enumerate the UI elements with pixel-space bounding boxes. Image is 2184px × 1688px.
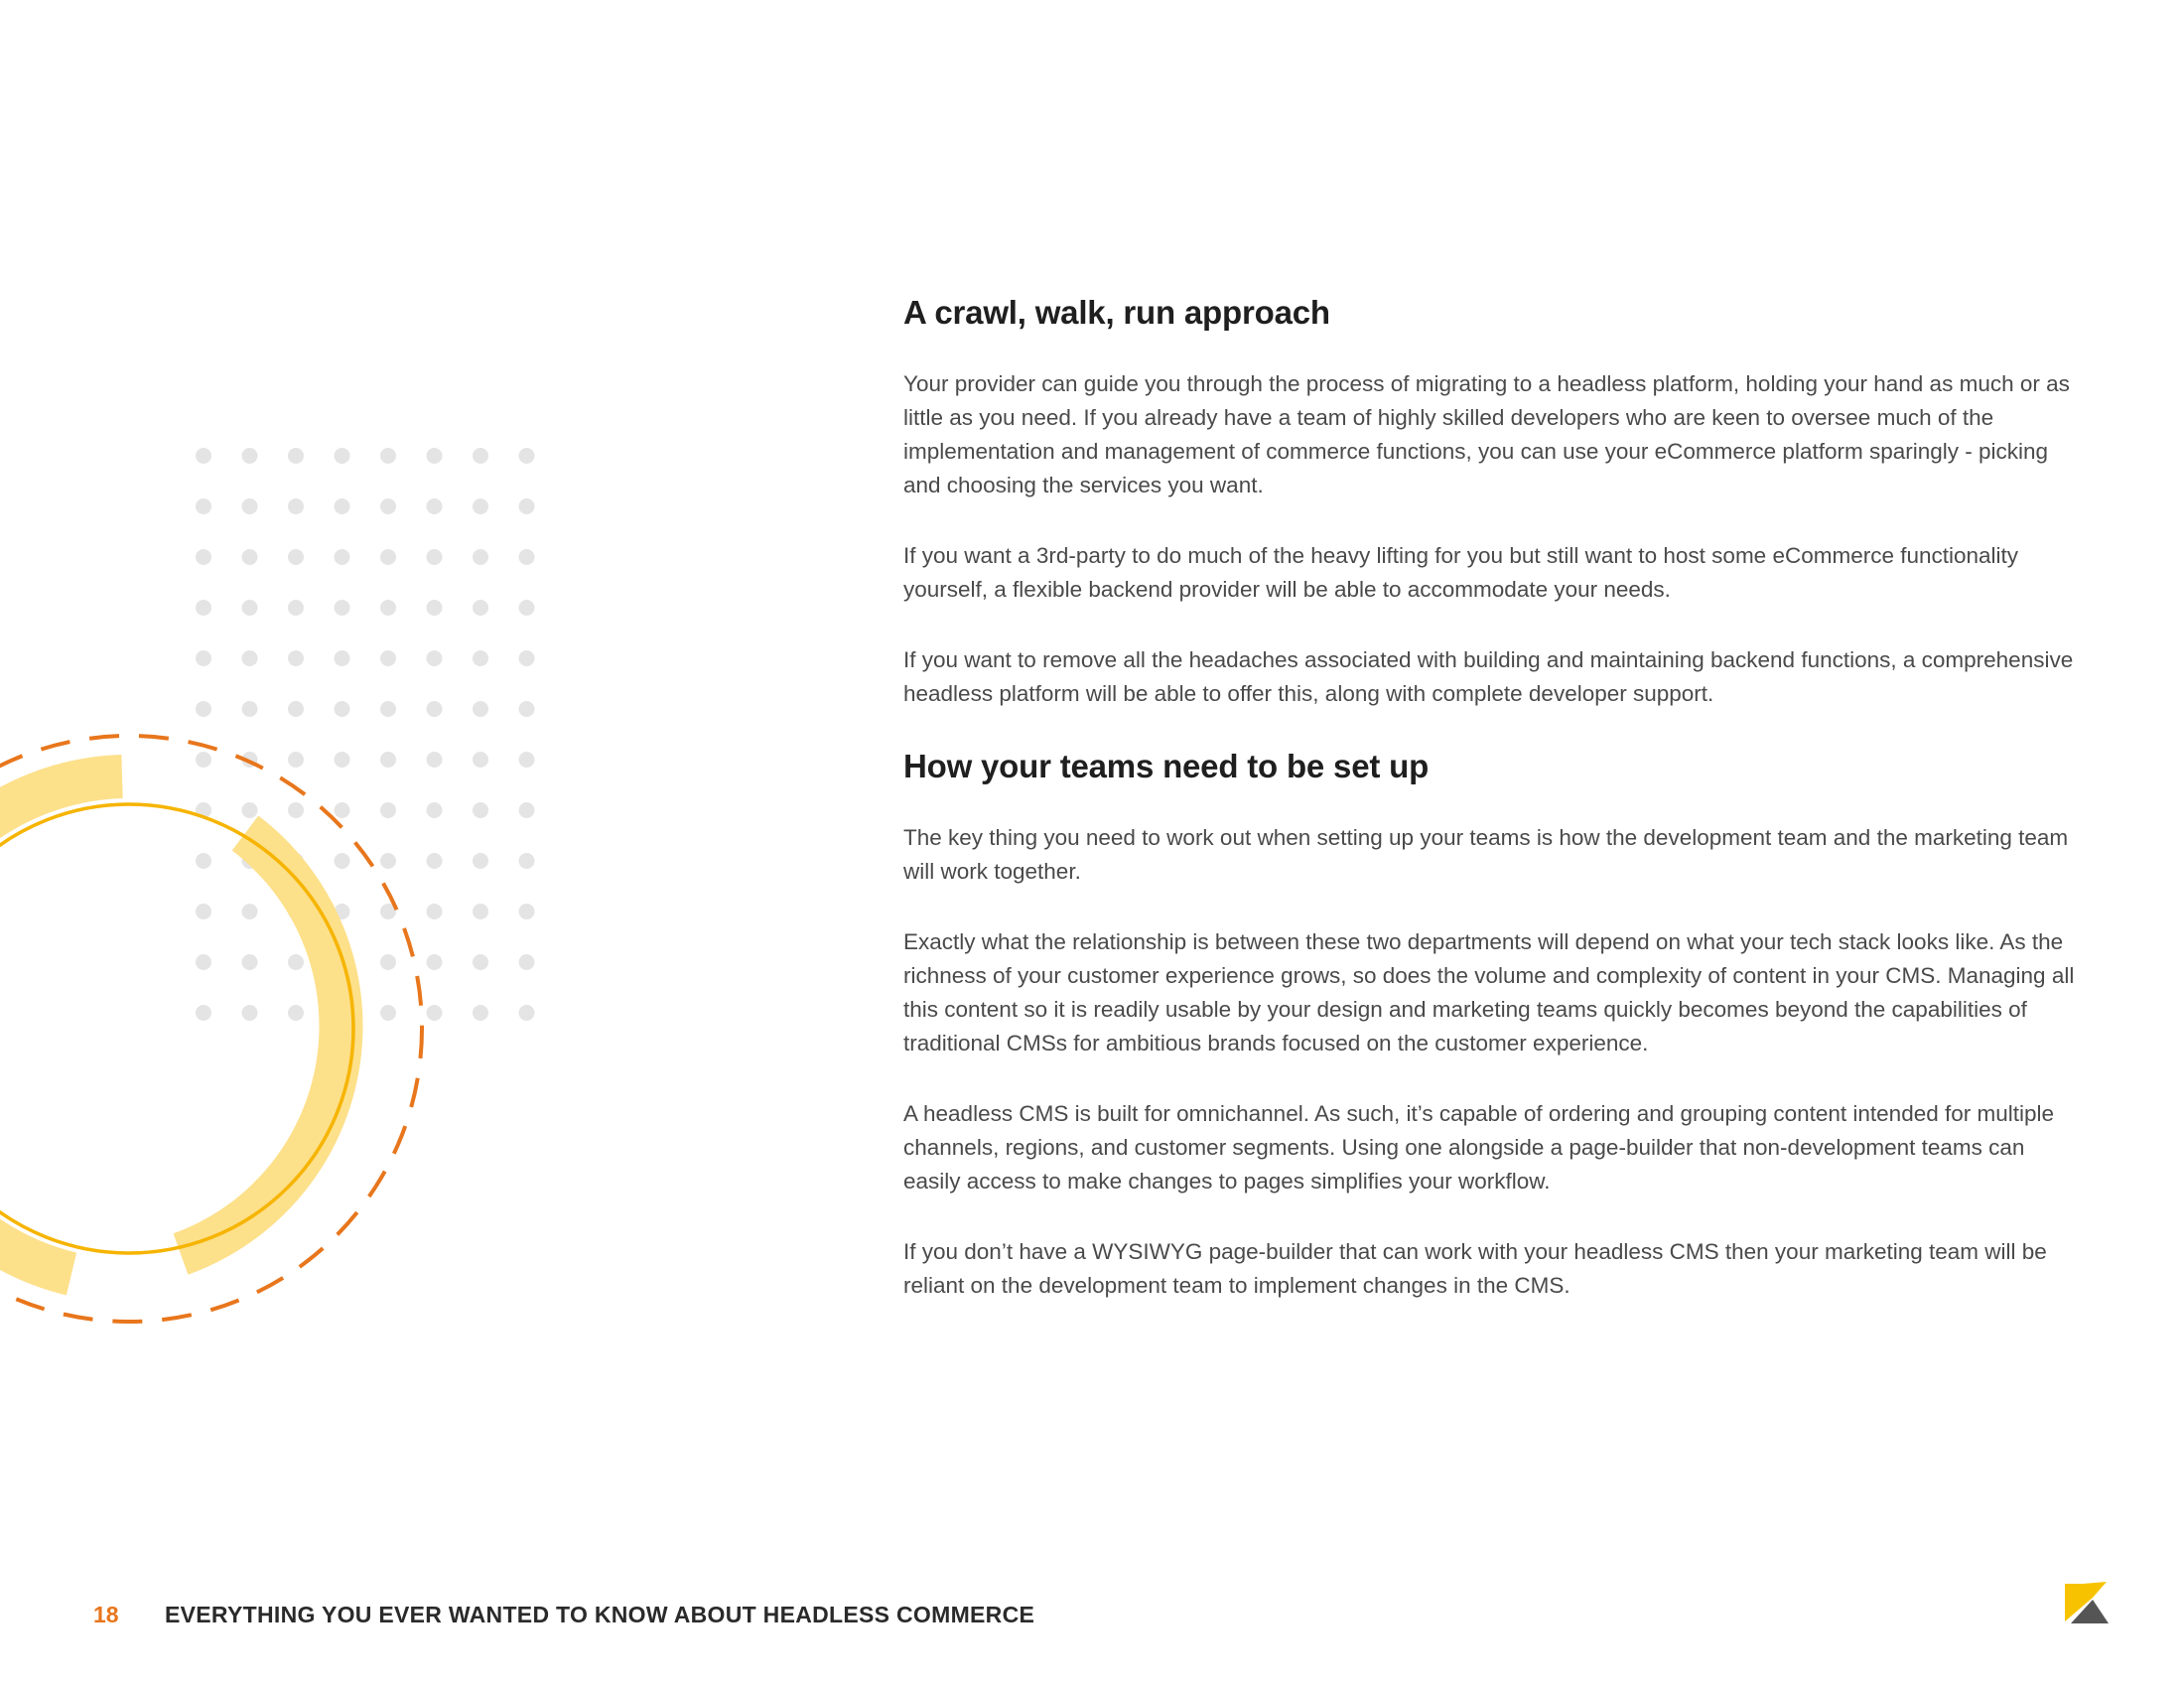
grid-dot [196, 904, 211, 919]
page-number: 18 [93, 1602, 119, 1627]
grid-dot [335, 498, 350, 514]
grid-dot [242, 802, 258, 818]
grid-dot [473, 498, 488, 514]
grid-dot [242, 600, 258, 616]
grid-dot [196, 650, 211, 666]
grid-dot [519, 650, 535, 666]
grid-dot [380, 1005, 396, 1021]
grid-dot [473, 802, 488, 818]
grid-dot [242, 1005, 258, 1021]
grid-dot [196, 752, 211, 768]
grid-dot [380, 954, 396, 970]
grid-dot [288, 600, 304, 616]
grid-dot [380, 802, 396, 818]
grid-dot [380, 650, 396, 666]
paragraph: A headless CMS is built for omnichannel. As such, it’s capable of ordering and grouping content intended for multiple channels, regions, and customer segments. Using one alongside a page-builder that non-development teams can easily access to make changes to pages simplifies your workflow. [903, 1101, 2055, 1194]
grid-dot [242, 650, 258, 666]
grid-dot [519, 448, 535, 464]
grid-dot [519, 853, 535, 869]
grid-dot [427, 752, 443, 768]
grid-dot [473, 549, 488, 565]
grid-dot [335, 701, 350, 717]
grid-dot [288, 802, 304, 818]
grid-dot [335, 448, 350, 464]
grid-dot [196, 498, 211, 514]
grid-dot [427, 650, 443, 666]
section-teams-setup [903, 748, 2075, 1303]
grid-dot [196, 1005, 211, 1021]
grid-dot [380, 600, 396, 616]
grid-dot [242, 904, 258, 919]
dot-grid [196, 448, 535, 1021]
grid-dot [473, 650, 488, 666]
grid-dot [519, 701, 535, 717]
grid-dot [427, 448, 443, 464]
grid-dot [335, 549, 350, 565]
yellow-ring-arc-right [181, 833, 341, 1254]
section-crawl-walk-run [903, 294, 2075, 711]
grid-dot [519, 802, 535, 818]
grid-dot [335, 853, 350, 869]
section-heading: How your teams need to be set up [903, 748, 1430, 784]
grid-dot [288, 954, 304, 970]
grid-dot [473, 954, 488, 970]
grid-dot [196, 600, 211, 616]
grid-dot [288, 752, 304, 768]
grid-dot [519, 954, 535, 970]
grid-dot [427, 498, 443, 514]
grid-dot [288, 1005, 304, 1021]
grid-dot [473, 701, 488, 717]
grid-dot [242, 701, 258, 717]
grid-dot [196, 954, 211, 970]
grid-dot [335, 600, 350, 616]
grid-dot [427, 1005, 443, 1021]
grid-dot [519, 904, 535, 919]
paragraph: Exactly what the relationship is between these two departments will depend on what your tech stack looks like. As the richness of your customer experience grows, so does the volume and complexity of content in your CMS. Managing all this content so it is readily usable by your design and marketing teams quickly becomes beyond the capabilities of traditional CMSs for ambitious brands focused on the customer experience. [903, 929, 2075, 1055]
grid-dot [288, 701, 304, 717]
brand-logo-icon [2063, 1582, 2109, 1623]
paragraph: Your provider can guide you through the process of migrating to a headless platform, holding your hand as much or as little as you need. If you already have a team of highly skilled developers who are keen to oversee much of the implementation and management of commerce functions, you can use your eCommerce platform sparingly - picking and choosing the services you want. [903, 371, 2070, 497]
grid-dot [335, 650, 350, 666]
grid-dot [380, 498, 396, 514]
grid-dot [380, 752, 396, 768]
grid-dot [427, 549, 443, 565]
section-heading: A crawl, walk, run approach [903, 294, 1330, 331]
paragraph: If you want a 3rd-party to do much of the heavy lifting for you but still want to host some eCommerce functionality yourself, a flexible backend provider will be able to accommodate your needs. [903, 543, 2019, 602]
grid-dot [427, 904, 443, 919]
grid-dot [427, 701, 443, 717]
grid-dot [473, 600, 488, 616]
grid-dot [519, 1005, 535, 1021]
grid-dot [380, 701, 396, 717]
grid-dot [335, 802, 350, 818]
grid-dot [242, 954, 258, 970]
grid-dot [519, 549, 535, 565]
yellow-ring-arc-left [0, 776, 122, 1274]
grid-dot [242, 448, 258, 464]
grid-dot [427, 853, 443, 869]
grid-dot [288, 650, 304, 666]
grid-dot [196, 701, 211, 717]
grid-dot [196, 549, 211, 565]
grid-dot [288, 498, 304, 514]
footer-title: EVERYTHING YOU EVER WANTED TO KNOW ABOUT HEADLESS COMMERCE [165, 1602, 1035, 1627]
paragraph: If you want to remove all the headaches associated with building and maintaining backend functions, a comprehensive headless platform will be able to offer this, along with complete developer support. [903, 647, 2074, 706]
grid-dot [427, 802, 443, 818]
grid-dot [427, 954, 443, 970]
grid-dot [380, 549, 396, 565]
grid-dot [335, 752, 350, 768]
grid-dot [380, 448, 396, 464]
grid-dot [473, 752, 488, 768]
grid-dot [196, 448, 211, 464]
grid-dot [473, 1005, 488, 1021]
grid-dot [519, 600, 535, 616]
paragraph: If you don’t have a WYSIWYG page-builder that can work with your headless CMS then your marketing team will be reliant on the development team to implement changes in the CMS. [903, 1239, 2047, 1298]
decorative-graphic [0, 0, 556, 1340]
paragraph: The key thing you need to work out when setting up your teams is how the development team and the marketing team will work together. [903, 825, 2069, 884]
grid-dot [288, 448, 304, 464]
grid-dot [519, 498, 535, 514]
grid-dot [380, 853, 396, 869]
main-content [903, 294, 2075, 1339]
grid-dot [473, 448, 488, 464]
grid-dot [288, 549, 304, 565]
grid-dot [519, 752, 535, 768]
grid-dot [473, 853, 488, 869]
grid-dot [473, 904, 488, 919]
grid-dot [427, 600, 443, 616]
grid-dot [242, 549, 258, 565]
grid-dot [196, 853, 211, 869]
grid-dot [242, 498, 258, 514]
decorative-rings [0, 736, 422, 1322]
